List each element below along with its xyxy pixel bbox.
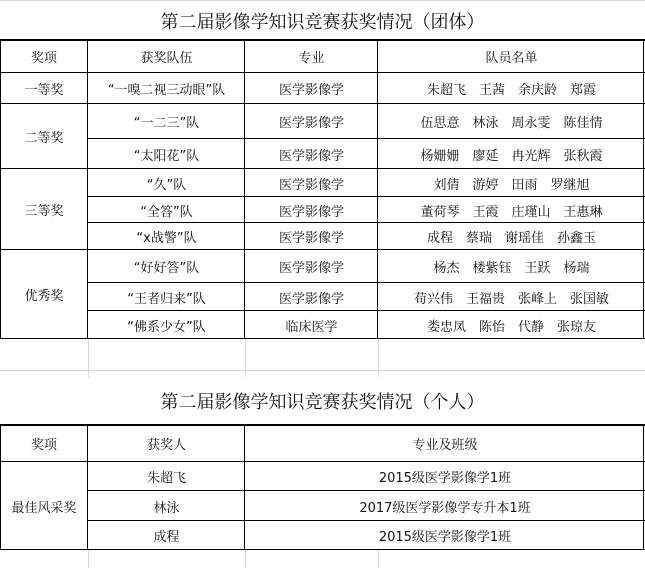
team-header-team: 获奖队伍 <box>140 51 193 66</box>
gridline <box>0 370 645 371</box>
award-third: 三等奖 <box>24 204 64 219</box>
team-members: 朱超飞 王茜 余庆龄 郑霞 <box>426 83 596 98</box>
team-major: 医学影像学 <box>278 148 344 164</box>
table-border <box>88 490 645 491</box>
team-members: 杨姗姗 廖延 冉光辉 张秋霞 <box>420 148 603 164</box>
team-name: “x战警”队 <box>136 231 197 246</box>
gridline <box>245 550 246 568</box>
team-major: 医学影像学 <box>278 177 344 193</box>
award-second: 二等奖 <box>24 131 64 146</box>
table-border <box>643 424 644 550</box>
individual-table-title: 第二届影像学知识竞赛获奖情况（个人） <box>160 392 485 413</box>
table-border <box>0 424 645 426</box>
table-border <box>88 196 645 197</box>
table-border <box>0 39 645 41</box>
team-members: 娄忠凤 陈怡 代静 张琼友 <box>426 319 596 335</box>
table-border <box>0 72 645 73</box>
winner-class: 2015级医学影像学1班 <box>378 471 512 486</box>
team-major: 临床医学 <box>285 319 338 335</box>
table-border <box>88 222 645 223</box>
team-members: 杨杰 楼紫钰 王跃 杨瑞 <box>433 261 590 276</box>
individual-header-class: 专业及班级 <box>412 438 478 453</box>
table-border <box>0 168 645 169</box>
gridline <box>0 0 645 1</box>
table-border <box>0 103 645 104</box>
team-table-title: 第二届影像学知识竞赛获奖情况（团体） <box>160 12 485 33</box>
team-name: “王者归来”队 <box>127 291 206 307</box>
table-border <box>0 549 645 550</box>
table-border <box>0 39 1 339</box>
award-best-style: 最佳风采奖 <box>11 500 77 516</box>
team-members: 成程 蔡瑞 谢瑶佳 孙鑫玉 <box>426 231 596 246</box>
table-border <box>88 310 645 311</box>
team-name: “太阳花”队 <box>133 148 200 164</box>
table-border <box>244 424 245 550</box>
team-members: 董荷琴 王霞 庄瑾山 王惠琳 <box>420 204 603 220</box>
table-border <box>643 39 644 339</box>
team-name: “全答”队 <box>140 204 193 220</box>
table-border <box>87 39 88 339</box>
gridline <box>88 339 89 377</box>
team-header-major: 专业 <box>298 51 325 66</box>
team-major: 医学影像学 <box>278 291 344 307</box>
team-header-members: 队员名单 <box>485 51 538 66</box>
gridline <box>245 339 246 377</box>
winner-class: 2015级医学影像学1班 <box>378 530 512 545</box>
award-excellent: 优秀奖 <box>24 289 64 304</box>
team-name: “一嗅二视三动眼”队 <box>107 83 226 98</box>
team-name: “一二三”队 <box>133 116 200 131</box>
table-border <box>0 461 645 462</box>
gridline <box>378 339 379 377</box>
gridline <box>88 550 89 568</box>
team-major: 医学影像学 <box>278 204 344 220</box>
team-major: 医学影像学 <box>278 231 344 246</box>
individual-header-award: 奖项 <box>30 438 57 453</box>
table-border <box>0 338 645 339</box>
winner-name: 成程 <box>153 530 180 545</box>
team-name: “好好答”队 <box>133 261 200 276</box>
table-border <box>88 520 645 521</box>
table-border <box>0 249 645 250</box>
winner-class: 2017级医学影像学专升本1班 <box>359 500 531 516</box>
gridline <box>378 550 379 568</box>
team-members: 苟兴伟 王福贵 张峰上 张国敏 <box>413 291 609 307</box>
team-members: 刘倩 游婷 田雨 罗继旭 <box>433 177 590 193</box>
winner-name: 林泳 <box>153 500 180 516</box>
team-name: “佛系少女”队 <box>127 319 206 335</box>
table-border <box>87 424 88 550</box>
team-major: 医学影像学 <box>278 261 344 276</box>
team-members: 伍思意 林泳 周永雯 陈佳情 <box>420 116 603 131</box>
team-name: “久”队 <box>146 177 187 193</box>
table-border <box>244 39 245 339</box>
team-major: 医学影像学 <box>278 116 344 131</box>
table-border <box>88 282 645 283</box>
table-border <box>377 39 378 339</box>
award-first: 一等奖 <box>24 83 64 98</box>
team-header-award: 奖项 <box>30 51 57 66</box>
team-major: 医学影像学 <box>278 83 344 98</box>
winner-name: 朱超飞 <box>146 471 186 486</box>
table-border <box>88 138 645 139</box>
individual-header-name: 获奖人 <box>146 438 186 453</box>
table-border <box>0 424 1 550</box>
